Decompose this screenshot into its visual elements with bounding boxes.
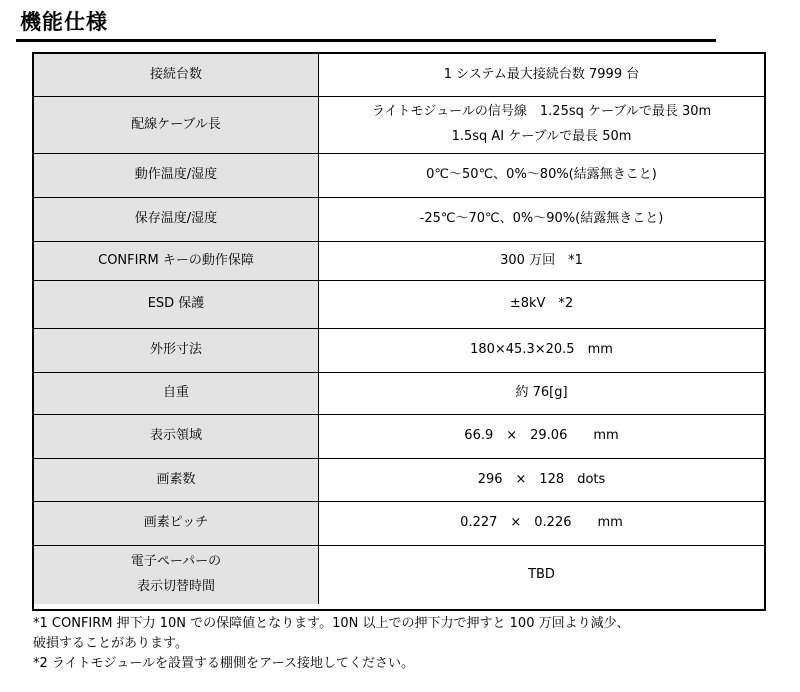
spec-value-weight: 約 76[g] xyxy=(319,373,764,415)
spec-value-pixels: 296 × 128 dots xyxy=(319,459,764,502)
spec-label-pixel-pitch: 画素ピッチ xyxy=(34,502,319,546)
spec-value-dimensions: 180×45.3×20.5 mm xyxy=(319,329,764,373)
spec-label-display-area: 表示領域 xyxy=(34,415,319,459)
switch-time-label-line-2: 表示切替時間 xyxy=(136,579,215,594)
spec-value-esd: ±8kV *2 xyxy=(319,281,764,329)
spec-label-confirm-key: CONFIRM キーの動作保障 xyxy=(34,242,319,281)
spec-value-confirm-key: 300 万回 *1 xyxy=(319,242,764,281)
spec-label-storage-temp: 保存温度/湿度 xyxy=(34,198,319,242)
switch-time-label-line-1: 電子ペーパーの xyxy=(130,554,222,570)
spec-label-cable-length: 配線ケーブル長 xyxy=(34,97,319,154)
cable-length-line-1: ライトモジュールの信号線 1.25sq ケーブルで最長 30m xyxy=(371,104,712,120)
spec-value-storage-temp: -25℃～70℃、0%～90%(結露無きこと) xyxy=(319,198,764,242)
spec-value-display-area: 66.9 × 29.06 mm xyxy=(319,415,764,459)
spec-label-esd: ESD 保護 xyxy=(34,281,319,329)
spec-value-cable-length xyxy=(319,97,764,154)
spec-value-operating-temp: 0℃～50℃、0%～80%(結露無きこと) xyxy=(319,154,764,198)
spec-value-pixel-pitch: 0.227 × 0.226 mm xyxy=(319,502,764,546)
title-underline xyxy=(16,39,716,42)
spec-label-weight: 自重 xyxy=(34,373,319,415)
spec-label-pixels: 画素数 xyxy=(34,459,319,502)
footnote-2: *2 ライトモジュールを設置する棚側をアース接地してください。 xyxy=(33,656,414,671)
spec-table xyxy=(32,52,766,611)
footnote-1-line-1: *1 CONFIRM 押下力 10N での保障値となります。10N 以上での押下力で押すと 100 万回より減少、 xyxy=(33,616,630,631)
spec-label-operating-temp: 動作温度/湿度 xyxy=(34,154,319,198)
spec-label-connections: 接続台数 xyxy=(34,54,319,97)
spec-value-connections: 1 システム最大接続台数 7999 台 xyxy=(319,54,764,97)
footnote-1-line-2: 破損することがあります。 xyxy=(33,636,188,651)
spec-label-dimensions: 外形寸法 xyxy=(34,329,319,373)
page-title: 機能仕様 xyxy=(20,10,108,34)
cable-length-line-2: 1.5sq AI ケーブルで最長 50m xyxy=(451,129,632,144)
spec-value-switch-time: TBD xyxy=(528,566,555,582)
footnotes xyxy=(33,614,793,674)
spec-label-switch-time xyxy=(34,546,319,604)
